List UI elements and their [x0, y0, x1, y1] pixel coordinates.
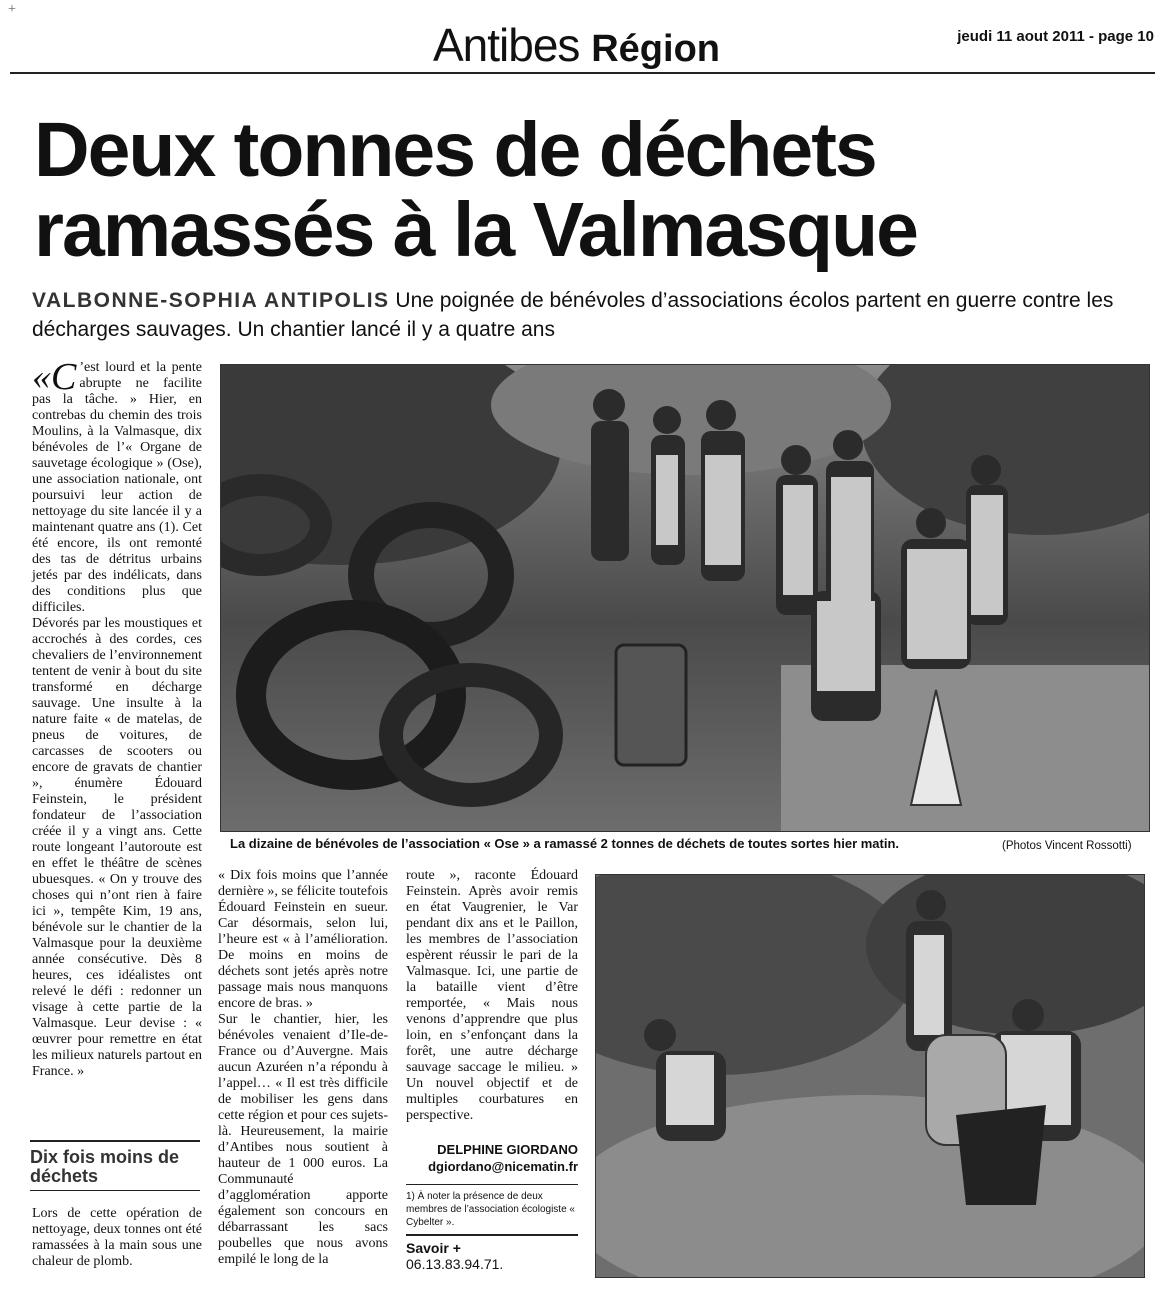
headline-line-2: ramassés à la Valmasque [34, 187, 917, 273]
main-photo [220, 364, 1150, 832]
deck [32, 286, 1142, 344]
column-3 [406, 868, 578, 1124]
col1-paragraph-3: Lors de cette opération de nettoyage, deux tonnes ont été ramassées à la main sous une chaleur de plomb. [32, 1206, 202, 1269]
col2-paragraph-1: « Dix fois moins que l’année dernière », se félicite toutefois Édouard Feinstein en sueur. Car désormais, selon lui, l’heure est « à l’amélioration. De moins en moins de déchets sont jetés après notre passage mais nous manquons encore de bras. » [218, 868, 388, 1011]
deck-kicker: VALBONNE-SOPHIA ANTIPOLIS [32, 289, 390, 312]
column-2 [218, 868, 388, 1268]
drop-cap: «C [32, 356, 77, 398]
column-1-end [32, 1206, 202, 1270]
deck-text: Une poignée de bénévoles d’associations écolos partent en guerre contre les décharges sauvages. Un chantier lancé il y a quatre ans [32, 289, 1114, 341]
col1-paragraph-1: ’est lourd et la pente abrupte ne facilite pas la tâche. » Hier, en contrebas du chemin des trois Moulins, à la Valmasque, dix bénévoles de l’« Organe de sauvetage écologique » (Ose), une association nationale, ont poursuivi leur action de nettoyage du site lancée il y a maintenant quatre ans (1). Cet été encore, ils ont remonté des tas de détritus urbains jetés par des indélicats, dans des conditions plus que difficiles. [32, 360, 202, 615]
section-title: Antibes [433, 19, 580, 71]
col1-paragraph-2: Dévorés par les moustiques et accrochés à des cordes, ces chevaliers de l’environnement tentent de venir à bout du site transformé en décharge sauvage. Une insulte à la nature faite « de matelas, de pneus de voitures, de carcasses de scooters ou encore de gravats de chantier », énumère Édouard Feinstein, le président fondateur de l’association créée il y a vingt ans. Cette route longeant l’autoroute est en effet le théâtre de scènes ubuesques. « On y trouve des choses qui n’ont rien à faire ici », tempête Kim, 19 ans, bénévole sur le chantier de la Valmasque pour la deuxième année consécutive. Dès 8 heures, ces idéalistes ont relevé le défi : redonner un visage à cette partie de la Valmasque. Leur devise : « œuvrer pour remettre en état les milieux naturels partout en France. » [32, 616, 202, 1079]
dateline: jeudi 11 aout 2011 - page 10 [957, 28, 1154, 45]
photo-credit: (Photos Vincent Rossotti) [1002, 840, 1132, 852]
main-photo-caption: La dizaine de bénévoles de l’association « Ose » a ramassé 2 tonnes de déchets de toutes sortes hier matin. [230, 836, 900, 851]
header-rule [10, 72, 1155, 74]
section-header [433, 19, 720, 71]
footnote: 1) À noter la présence de deux membres de l’association écologiste « Cybelter ». [406, 1191, 575, 1228]
secondary-photo [595, 874, 1145, 1278]
col2-paragraph-2: Sur le chantier, hier, les bénévoles venaient d’Ile-de-France ou d’Auvergne. Mais aucun Azuréen n’a répondu à l’appel… « Il est très difficile de mobiliser les gens dans cette région et pour ces sujets-là. Heureusement, la mairie d’Antibes nous soutient à hauteur de 1 000 euros. La Communauté d’agglomération apporte également son concours en débarrassant les sacs poubelles que nous avons empilé le long de la [218, 1012, 388, 1267]
author-email[interactable]: dgiordano@nicematin.fr [428, 1159, 578, 1174]
savoir-box [406, 1240, 578, 1272]
author-name: DELPHINE GIORDANO [437, 1142, 578, 1157]
subhead-rule-bottom [30, 1190, 200, 1191]
savoir-title: Savoir + [406, 1240, 461, 1256]
byline [420, 1141, 578, 1175]
note-rule [406, 1184, 578, 1185]
subhead-rule [30, 1140, 200, 1142]
savoir-phone: 06.13.83.94.71. [406, 1256, 504, 1272]
crop-mark: + [8, 2, 16, 17]
subhead: Dix fois moins de déchets [30, 1147, 180, 1186]
col3-paragraph-1: route », raconte Édouard Feinstein. Après avoir remis en état Vaugrenier, le Var pendant dix ans et le Paillon, les membres de l’association espèrent réussir le pari de la Valmasque. Ici, une partie de la bataille vient d’être remportée, « Mais nous venons d’apprendre que plus loin, en s’enfonçant dans la forêt, une autre décharge sauvage saccage le milieu. » Un nouvel objectif et de multiples courbatures en perspective. [406, 868, 578, 1123]
headline-line-1: Deux tonnes de déchets [34, 107, 876, 193]
savoir-rule [406, 1234, 578, 1236]
column-1 [32, 356, 202, 1080]
section-region: Région [591, 28, 720, 70]
